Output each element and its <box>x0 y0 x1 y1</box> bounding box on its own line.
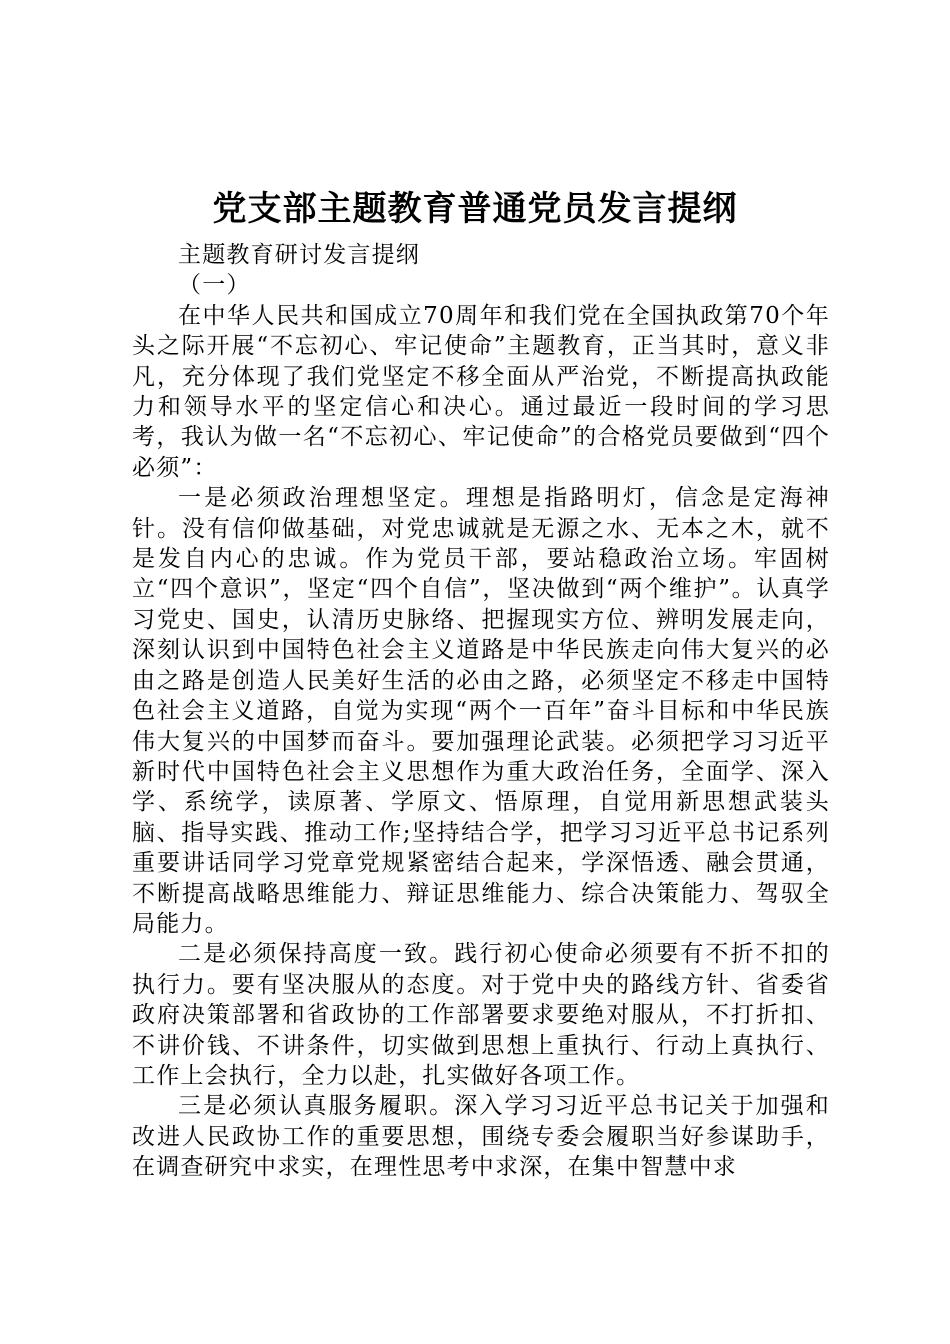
paragraph-point-three: 三是必须认真服务履职。深入学习习近平总书记关于加强和改进人民政协工作的重要思想，围绕专委会履职当好参谋助手，在调查研究中求实，在理性思考中求深，在集中智慧中求 <box>132 1093 830 1181</box>
section-marker: （一） <box>178 272 251 299</box>
document-body <box>132 240 830 1183</box>
paragraph-intro: 在中华人民共和国成立70周年和我们党在全国执政第70个年头之际开展“不忘初心、牢记使命”主题教育，正当其时，意义非凡，充分体现了我们党坚定不移全面从严治党，不断提高执政能力和领导水平的坚定信心和决心。通过最近一段时间的学习思考，我认为做一名“不忘初心、牢记使命”的合格党员要做到“四个必须”： <box>132 302 830 481</box>
document-title: 党支部主题教育普通党员发言提纲 <box>212 189 738 229</box>
paragraph-point-two: 二是必须保持高度一致。践行初心使命必须要有不折不扣的执行力。要有坚决服从的态度。对于党中央的路线方针、省委省政府决策部署和省政协的工作部署要求要绝对服从，不打折扣、不讲价钱、不讲条件，切实做到思想上重执行、行动上真执行、工作上会执行，全力以赴，扎实做好各项工作。 <box>132 941 830 1089</box>
document-subtitle: 主题教育研讨发言提纲 <box>178 242 420 268</box>
paragraph-point-one: 一是必须政治理想坚定。理想是指路明灯，信念是定海神针。没有信仰做基础，对党忠诚就是无源之水、无本之木，就不是发自内心的忠诚。作为党员干部，要站稳政治立场。牢固树立“四个意识”，坚定“四个自信”，坚决做到“两个维护”。认真学习党史、国史，认清历史脉络、把握现实方位、辨明发展走向，深刻认识到中国特色社会主义道路是中华民族走向伟大复兴的必由之路是创造人民美好生活的必由之路，必须坚定不移走中国特色社会主义道路，自觉为实现“两个一百年”奋斗目标和中华民族伟大复兴的中国梦而奋斗。要加强理论武装。必须把学习习近平新时代中国特色社会主义思想作为重大政治任务，全面学、深入学、系统学，读原著、学原文、悟原理，自觉用新思想武装头脑、指导实践、推动工作;坚持结合学，把学习习近平总书记系列重要讲话同学习党章党规紧密结合起来，学深悟透、融会贯通，不断提高战略思维能力、辩证思维能力、综合决策能力、驾驭全局能力。 <box>132 485 830 937</box>
